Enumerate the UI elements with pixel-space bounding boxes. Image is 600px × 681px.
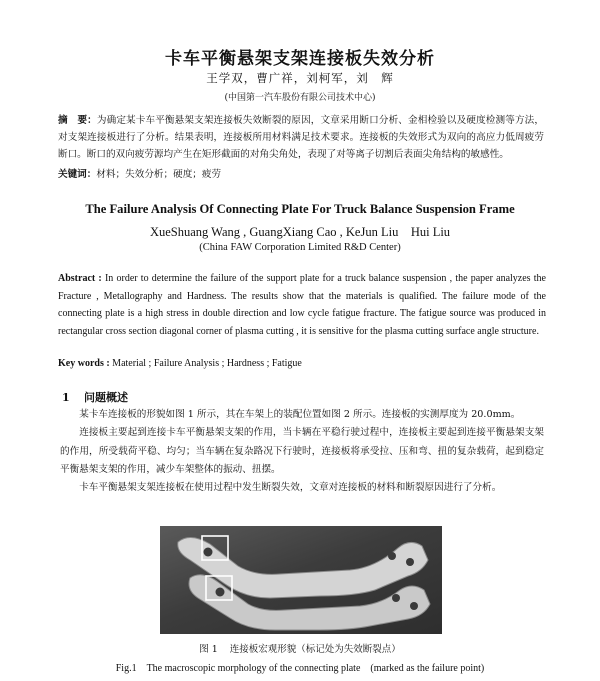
figure-caption-cn — [0, 641, 600, 655]
bolt-hole — [216, 588, 225, 597]
figure-caption-en — [0, 659, 600, 674]
figure-caption-en-text: The macroscopic morphology of the connecting plate (marked as the failure point) — [146, 663, 485, 674]
figure-number-en: Fig.1 — [115, 663, 137, 674]
figure-caption-cn-text: 连接板宏观形貌（标记处为失效断裂点） — [229, 644, 401, 655]
en-keywords-label: Key words : — [58, 358, 110, 369]
en-keywords — [58, 358, 546, 369]
en-keywords-text: Material ; Failure Analysis ; Hardness ; Fatigue — [112, 358, 302, 369]
body-paragraph-2: 连接板主要起到连接卡车平衡悬架支架的作用，当卡辆在平稳行驶过程中，连接板主要起到连接平衡悬架支架的作用，所受载荷平稳、均匀；当车辆在复杂路况下行驶时，连接板将承受拉、压和弯、扭的复杂载荷，起到稳定平衡悬架支架的作用，减少车架整体的振动、扭摆。 — [60, 427, 544, 475]
body-paragraph-1: 某卡车连接板的形貌如图 1 所示，其在车架上的装配位置如图 2 所示。连接板的实测厚度为 20.0mm。 — [79, 409, 521, 420]
cn-abstract-label: 摘 要： — [58, 115, 97, 126]
connecting-plates-photo — [160, 526, 442, 634]
en-authors: XueShuang Wang , GuangXiang Cao , KeJun Liu Hui Liu — [149, 225, 451, 239]
en-affiliation: (China FAW Corporation Limited R&D Center) — [199, 242, 401, 253]
section-heading — [62, 389, 128, 405]
en-abstract-text: In order to determine the failure of the support plate for a truck balance suspension , the paper analyzes the Fracture , Metallography and Hardness. The results show that the materials is qualified. The failure mode of the connecting plate is a high stress in double direction and low cycle fatigue fracture. The fatigue source was produced in rectangular cross section diagonal corner of plasma cutting , it is sensitive for the plasma cutting surface angle structure. — [58, 273, 546, 337]
cn-abstract-text: 为确定某卡车平衡悬架支架连接板失效断裂的原因，文章采用断口分析、金相检验以及硬度检测等方法，对支架连接板进行了分析。结果表明，连接板所用材料满足技术要求。连接板的失效形式为双向的高应力低周疲劳断口。断口的双向疲劳源均产生在矩形截面的对角尖角处，表现了对等离子切割后表面尖角结构的敏感性。 — [58, 115, 544, 160]
bolt-hole — [410, 602, 418, 610]
en-title: The Failure Analysis Of Connecting Plate For Truck Balance Suspension Frame — [85, 202, 515, 216]
bolt-hole — [388, 552, 396, 560]
cn-abstract — [58, 112, 544, 163]
cn-title: 卡车平衡悬架支架连接板失效分析 — [165, 49, 435, 69]
bolt-hole — [204, 548, 213, 557]
en-abstract-label: Abstract : — [58, 273, 102, 284]
figure-1-photo — [160, 526, 442, 634]
cn-keywords-text: 材料；失效分析；硬度；疲劳 — [96, 169, 222, 180]
cn-affiliation: (中国第一汽车股份有限公司技术中心) — [224, 93, 376, 103]
cn-authors: 王学双，曹广祥，刘柯军，刘 辉 — [206, 71, 394, 85]
body-paragraph-3: 卡车平衡悬架支架连接板在使用过程中发生断裂失效，文章对连接板的材料和断裂原因进行了分析。 — [79, 482, 502, 493]
en-abstract — [58, 270, 546, 340]
figure-number-cn: 图 1 — [199, 644, 218, 655]
bolt-hole — [392, 594, 400, 602]
cn-keywords — [58, 166, 544, 180]
bolt-hole — [406, 558, 414, 566]
cn-keywords-label: 关键词： — [58, 169, 97, 180]
section-number: 1 — [62, 391, 70, 404]
section-title: 问题概述 — [84, 391, 128, 404]
